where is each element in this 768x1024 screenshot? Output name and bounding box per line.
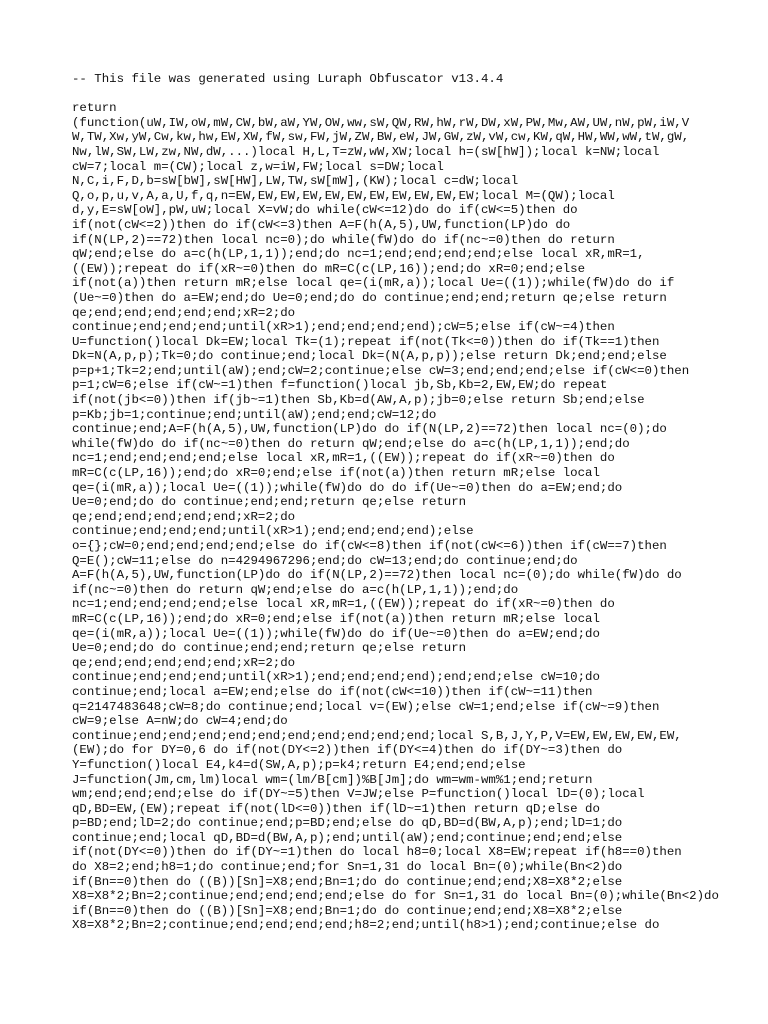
code-line: o={};cW=0;end;end;end;end;else do if(cW<=8)then if(not(cW<=6))then if(cW==7)then (72, 539, 667, 553)
document-page (72, 72, 719, 933)
code-line: if(Bn==0)then do ((B))[Sn]=X8;end;Bn=1;do do continue;end;end;X8=X8*2;else (72, 874, 623, 889)
code-line: mR=C(c(LP,16));end;do xR=0;end;else if(not(a))then return mR;else local (72, 466, 600, 481)
code-line: A=F(h(A,5),UW,function(LP)do do if(N(LP,2)==72)then local nc=(0);do while(fW)do do (72, 568, 682, 583)
code-line: do X8=2;end;h8=1;do continue;end;for Sn=1,31 do local Bn=(0);while(Bn<2)do (72, 860, 623, 875)
code-line: wm;end;end;end;else do if(DY~=5)then V=JW;else P=function()local lD=(0);local (72, 787, 645, 802)
code-line: cW=7;local m=(CW);local z,w=iW,FW;local s=DW;local (72, 159, 444, 174)
code-line: continue;end;end;end;end;end;end;end;end;end;end;local S,B,J,Y,P,V=EW,EW,EW,EW,EW, (72, 728, 682, 743)
code-line: p=Kb;jb=1;continue;end;until(aW);end;end;cW=12;do (72, 407, 437, 422)
code-line: q=2147483648;cW=8;do continue;end;local v=(EW);else cW=1;end;else if(cW~=9)then (72, 699, 660, 714)
code-line: X8=X8*2;Bn=2;continue;end;end;end;end;h8=2;end;until(h8>1);end;continue;else do (72, 918, 660, 933)
code-line: Y=function()local E4,k4=d(SW,A,p);p=k4;return E4;end;end;else (72, 757, 526, 772)
code-line: return (72, 101, 117, 116)
code-line: J=function(Jm,cm,lm)local wm=(lm/B[cm])%B[Jm];do wm=wm-wm%1;end;return (72, 772, 593, 787)
code-line: qD,BD=EW,(EW);repeat if(not(lD<=0))then if(lD~=1)then return qD;else do (72, 801, 600, 816)
code-line: if(N(LP,2)==72)then local nc=0);do while(fW)do do if(nc~=0)then do return (72, 232, 615, 247)
code-line: if(not(DY<=0))then do if(DY~=1)then do local h8=0;local X8=EW;repeat if(h8==0)then (72, 845, 682, 860)
code-line: continue;end;end;end;until(xR>1);end;end;end;end);end;end;else cW=10;do (72, 670, 600, 685)
code-line: if(nc~=0)then do return qW;end;else do a=c(h(LP,1,1));end;do (72, 582, 519, 597)
code-line: if(not(a))then return mR;else local qe=(i(mR,a));local Ue=((1));while(fW)do do if (72, 276, 675, 291)
code-line: (EW);do for DY=0,6 do if(not(DY<=2))then if(DY<=4)then do if(DY~=3)then do (72, 743, 623, 758)
code-line: qe;end;end;end;end;end;xR=2;do (72, 305, 296, 320)
code-line: cW=9;else A=nW;do cW=4;end;do (72, 714, 288, 729)
code-line: mR=C(c(LP,16));end;do xR=0;end;else if(not(a))then return mR;else local (72, 611, 600, 626)
blank-line (72, 87, 700, 102)
code-line: nc=1;end;end;end;end;else local xR,mR=1,((EW));repeat do if(xR~=0)then do (72, 451, 615, 466)
code-line: Ue=0;end;do do continue;end;end;return qe;else return (72, 641, 467, 656)
code-line: Dk=N(A,p,p);Tk=0;do continue;end;local Dk=(N(A,p,p));else return Dk;end;end;else (72, 349, 667, 364)
code-line: continue;end;A=F(h(A,5),UW,function(LP)do do if(N(LP,2)==72)then local nc=(0);do (72, 422, 667, 437)
code-line: d,y,E=sW[oW],pW,uW;local X=vW;do while(cW<=12)do do if(cW<=5)then do (72, 203, 578, 218)
code-line: W,TW,Xw,yW,Cw,kw,hw,EW,XW,fW,sw,FW,jW,ZW,BW,eW,JW,GW,zW,vW,cw,KW,qW,HW,WW,wW,tW,gW, (72, 130, 690, 145)
code-line: p=p+1;Tk=2;end;until(aW);end;cW=2;continue;else cW=3;end;end;end;else if(cW<=0)then (72, 363, 690, 378)
code-line: continue;end;local a=EW;end;else do if(not(cW<=10))then if(cW~=11)then (72, 684, 593, 699)
obfuscated-code-block (72, 101, 719, 933)
code-line: X8=X8*2;Bn=2;continue;end;end;end;end;else do for Sn=1,31 do local Bn=(0);while(Bn<2)do (72, 889, 719, 904)
code-line: if(not(jb<=0))then if(jb~=1)then Sb,Kb=d(AW,A,p);jb=0;else return Sb;end;else (72, 393, 645, 408)
code-line: qe;end;end;end;end;end;xR=2;do (72, 655, 296, 670)
code-line: qe;end;end;end;end;end;xR=2;do (72, 509, 296, 524)
code-line: Q,o,p,u,v,A,a,U,f,q,n=EW,EW,EW,EW,EW,EW,EW,EW,EW,EW,EW;local M=(QW);local (72, 188, 615, 203)
code-line: (Ue~=0)then do a=EW;end;do Ue=0;end;do do continue;end;end;return qe;else return (72, 290, 667, 305)
code-line: ((EW));repeat do if(xR~=0)then do mR=C(c(LP,16));end;do xR=0;end;else (72, 261, 586, 276)
code-line: continue;end;end;end;until(xR>1);end;end;end;end);else (72, 524, 474, 539)
code-line: p=BD;end;lD=2;do continue;end;p=BD;end;else do qD,BD=d(BW,A,p);end;lD=1;do (72, 816, 623, 831)
code-line: Q=E();cW=11;else do n=4294967296;end;do cW=13;end;do continue;end;do (72, 553, 578, 568)
code-line: U=function()local Dk=EW;local Tk=(1);repeat if(not(Tk<=0))then do if(Tk==1)then (72, 334, 660, 349)
code-line: continue;end;end;end;until(xR>1);end;end;end;end);cW=5;else if(cW~=4)then (72, 320, 615, 335)
code-line: (function(uW,IW,oW,mW,CW,bW,aW,YW,OW,ww,sW,QW,RW,hW,rW,DW,xW,PW,Mw,AW,UW,nW,pW,iW,V (72, 115, 690, 130)
code-line: if(Bn==0)then do ((B))[Sn]=X8;end;Bn=1;do do continue;end;end;X8=X8*2;else (72, 903, 623, 918)
code-line: qe=(i(mR,a));local Ue=((1));while(fW)do do if(Ue~=0)then do a=EW;end;do (72, 626, 600, 641)
code-line: Ue=0;end;do do continue;end;end;return qe;else return (72, 495, 467, 510)
code-line: nc=1;end;end;end;end;else local xR,mR=1,((EW));repeat do if(xR~=0)then do (72, 597, 615, 612)
code-line: qW;end;else do a=c(h(LP,1,1));end;do nc=1;end;end;end;end;else local xR,mR=1, (72, 247, 645, 262)
code-line: Nw,lW,SW,LW,zw,NW,dW,...)local H,L,T=zW,wW,XW;local h=(sW[hW]);local k=NW;local (72, 144, 660, 159)
code-line: p=1;cW=6;else if(cW~=1)then f=function()local jb,Sb,Kb=2,EW,EW;do repeat (72, 378, 608, 393)
code-line: if(not(cW<=2))then do if(cW<=3)then A=F(h(A,5),UW,function(LP)do do (72, 217, 571, 232)
code-line: qe=(i(mR,a));local Ue=((1));while(fW)do do do if(Ue~=0)then do a=EW;end;do (72, 480, 623, 495)
code-line: while(fW)do do if(nc~=0)then do return qW;end;else do a=c(h(LP,1,1));end;do (72, 436, 630, 451)
generator-comment: -- This file was generated using Luraph Obfuscator v13.4.4 (72, 72, 504, 86)
code-line: continue;end;local qD,BD=d(BW,A,p);end;until(aW);end;continue;end;end;else (72, 830, 623, 845)
code-line: N,C,i,F,D,b=sW[bW],sW[HW],LW,TW,sW[mW],(KW);local c=dW;local (72, 174, 519, 189)
